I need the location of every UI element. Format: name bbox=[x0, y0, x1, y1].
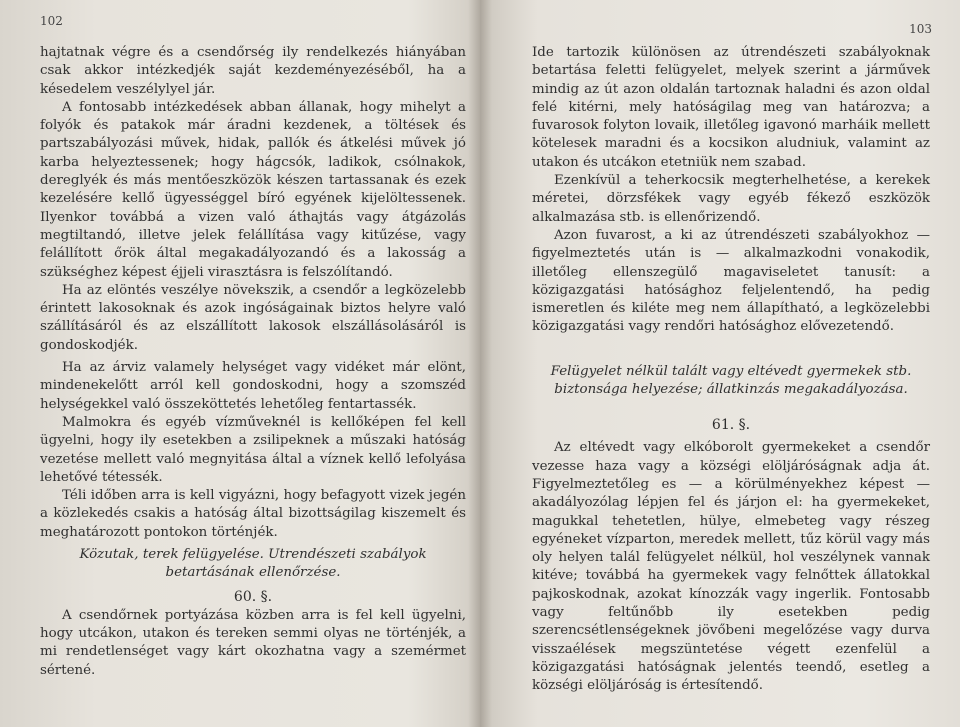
section-number-right: 61. §. bbox=[711, 417, 751, 434]
paragraph: Ide tartozik különösen az útrendészeti szabályoknak betartása feletti felügyelet, melyek szerint a járművek mindig az út azon oldalán tartoznak haladni és azon oldal felé kitérni, mely hatóságilag meg van határozva; a fuvarosok folyton lovaik, illetőleg igavonó marháik mellett kötelesek maradni és a kocsikon aludniuk, valamint az utakon és utcákon etetniük nem szabad. bbox=[532, 45, 930, 170]
paragraph: Azon fuvarost, a ki az útrendészeti szabályokhoz — figyelmeztetés után is — alkalmazkodni vonakodik, illetőleg ellenszegülő magaviseletet tanusít: a közigazgatási hatósághoz feljelentendő, ha pedig ismeretlen és kiléte meg nem állapítható, a legközelebbi közigazgatási vagy rendőri hatósághoz elővezetendő. bbox=[532, 227, 930, 335]
paragraph: Téli időben arra is kell vigyázni, hogy befagyott vizek jegén a közlekedés csakis a hatóság által bizottságilag kiszemelt és meghatározott pontokon történjék. bbox=[40, 488, 466, 540]
paragraph: Az eltévedt vagy elkóborolt gyermekeket a csendőr vezesse haza vagy a községi elöljáróságnak adja át. Figyelmeztetőleg es — a körülményekhez képest — akadályozólag lépjen fel és járjon el: ha gyermekeket, magukkal tehetetlen, hülye, elmebeteg vagy részeg egyéneket vízparton, meredek mellett, tűz körül vagy más oly helyen talál felügyelet nélkül, hol veszélynek vannak kitéve; továbbá ha gyermekek vagy felnőttek állatokkal pajkoskodnak, azokat kínozzák vagy ingerlik. Fontosabb vagy feltűnőbb ily esetekben pedig szerencsétlenségeknek jövőbeni megelőzése vagy durva visszaélések megszüntetése végett ezenfelül a közigazgatási hatóságnak jelentés teendő, esetleg a községi elöljáróság is értesítendő. bbox=[532, 440, 930, 694]
paragraph: Ha az elöntés veszélye növekszik, a csendőr a legközelebb érintett lakosoknak és azok ingóságainak biztos helyre való szállításáról és az elszállított lakosok elszállásolásáról is gondoskodjék. bbox=[40, 282, 466, 353]
right-page bbox=[480, 0, 960, 727]
section-heading-right: Felügyelet nélkül talált vagy eltévedt gyermekek stb. biztonsága helyezése; állatkinzás megakadályozása. bbox=[550, 363, 912, 398]
paragraph: A csendőrnek portyázása közben arra is fel kell ügyelni, hogy utcákon, utakon és tereken semmi olyas ne történjék, a mi rendetlenséget vagy kárt okozhatna vagy a szemérmet sértené. bbox=[40, 607, 466, 678]
paragraph: A fontosabb intézkedések abban állanak, hogy mihelyt a folyók és patakok már áradni kezdenek, a töltések és partszabályozási művek, hidak, pallók és átkelési művek jó karba helyeztessenek; hogy hágcsók, ladikok, csólnakok, dereglyék és más mentőeszközök készen tartassanak és ezek kezelésére kellő ügyességgel bíró egyének kijelöltessenek. Ilyenkor továbbá a vizen való áthajtás vagy átgázolás megtiltandó, illetve jelek felállítása vagy kitűzése, vagy felállított őrök által megakadályozandó és a lakosság a szükséghez képest éjjeli virasztásra is felszólítandó. bbox=[40, 99, 466, 280]
page-number-left: 102 bbox=[40, 14, 63, 28]
section-heading-left: Közutak, terek felügyelése. Utrendészeti szabályok betartásának ellenőrzése. bbox=[79, 547, 427, 581]
page-number-right: 103 bbox=[909, 22, 932, 36]
paragraph: hajtatnak végre és a csendőrség ily rendelkezés hiányában csak akkor intézkedjék saját kezdeményezéséből, ha a késedelem veszélylyel jár. bbox=[40, 45, 466, 97]
paragraph: Ezenkívül a teherkocsik megterhelhetése, a kerekek méretei, dörzsfékek vagy egyéb fékező eszközök alkalmazása stb. is ellenőrizendő. bbox=[532, 173, 930, 225]
paragraph: Malmokra és egyéb vízműveknél is kellőképen fel kell ügyelni, hogy ily esetekben a zsilipeknek a műszaki hatóság vezetése mellett való megnyitása által a víznek kellő lefolyása lehetővé tétessék. bbox=[40, 414, 466, 485]
section-number-left: 60. §. bbox=[233, 588, 273, 605]
paragraph: Ha az árviz valamely helységet vagy vidéket már elönt, mindenekelőtt arról kell gondoskodni, hogy a szomszéd helységekkel való összeköttetés lehetőleg fentartassék. bbox=[40, 360, 466, 412]
